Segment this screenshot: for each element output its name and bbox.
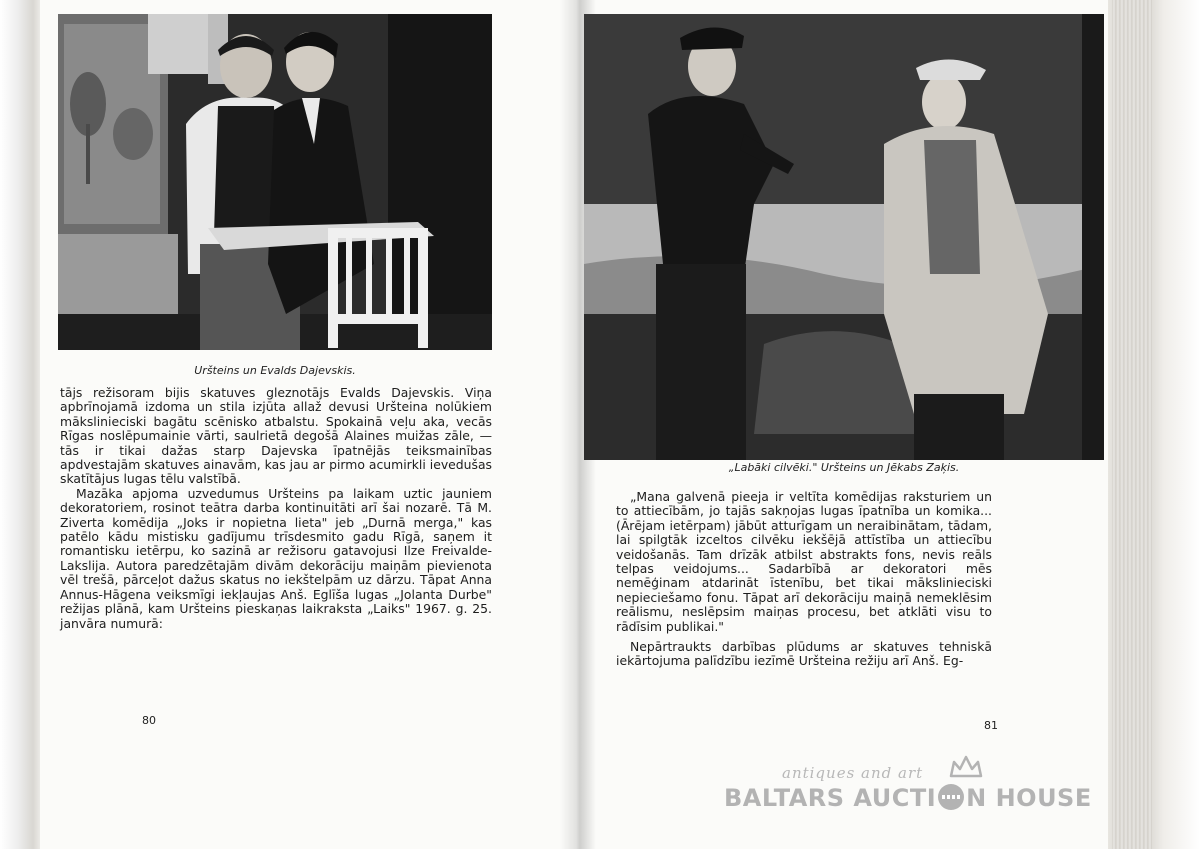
left-paragraph-2: Mazāka apjoma uzvedumus Uršteins pa laikam uztic jauniem dekoratoriem, rosinot teātra darba kontinuitāti arī šai nozarē. Tā M. Ziverta komēdija „Joks ir nopietna lieta" jeb „Durnā merga," kas patēlo kādu mistisku gadījumu trīsdesmito gadu Rīgā, saņem it romantisku ietērpu, ko sazinā ar režisoru gatavojusi Ilze Freivalde-Lakslija. Autora paredzētajām divām dekorāciju maiņām pievienota vēl trešā, pārceļot dažus skatus no iekštelpām uz dārzu. Tāpat Anna Annus-Hāgena veiksmīgi iekļaujas Anš. Eglīša lugas „Jolanta Durbe" režijas plānā, kam Uršteins pieskaņas laikraksta „Laiks" 1967. g. 25. janvāra numurā: — [60, 485, 492, 631]
book-edge-left — [0, 0, 44, 849]
auction-house-watermark — [724, 760, 1114, 820]
stage-actors-photo-illustration — [584, 14, 1104, 460]
right-photo — [584, 14, 1104, 460]
left-photo — [58, 14, 492, 350]
watermark-name-part1: BALTARS AUCTI — [724, 784, 937, 812]
watermark-tagline: antiques and art — [782, 764, 924, 782]
left-paragraph-1: tājs režisoram bijis skatuves gleznotājs Evalds Dajevskis. Viņa apbrīnojamā izdoma un stila izjūta allaž devusi Uršteina nolūkiem mākslinieciski bagātu scēnisko atbalstu. Spokainā veļu aka, vecās Rīgas noslēpumainie vārti, saulrietā degošā Alaines muižas zāle, — tās ir tikai dažas starp Dajevska īpatnējās teiksmainības apdvestajām skatuves ainavām, kas jau ar pirmo acumirkli ievedušas skatītājus lugas tēlu valstībā. — [60, 385, 492, 487]
right-page-number: 81 — [984, 719, 998, 732]
page-stack-edge — [1112, 0, 1152, 849]
watermark-name-part2: N HOUSE — [966, 784, 1092, 812]
left-page-number: 80 — [142, 714, 156, 727]
two-men-photo-illustration — [58, 14, 492, 350]
left-photo-caption: Uršteins un Evalds Dajevskis. — [194, 364, 356, 377]
right-paragraph-1: „Mana galvenā pieeja ir veltīta komēdijas raksturiem un to attiecībām, jo tajās sakņojas lugas īpatnība un komika... (Ārējam ietērpam) jābūt atturīgam un neraibinātam, tādam, lai spilgtāk izceltos cilvēku iekšējā attīstība un attiecību veidošanās. Tam drīzāk atbilst abstrakts fons, nevis reāls telpas veidojums... Sadarbībā ar dekoratori mēs nemēģinam atdarināt īstenību, bet tikai mākslinieciski nepieciešamo fonu. Tāpat arī dekorāciju maiņā nemeklēsim reālismu, neslēpsim maiņas procesu, bet atklāti visu to rādīsim publikai." — [616, 489, 992, 634]
right-paragraph-2: Nepārtraukts darbības plūdums ar skatuves tehniskā iekārtojuma palīdzību iezīmē Uršteina režiju arī Anš. Eg- — [616, 639, 992, 669]
watermark-seal-icon — [938, 784, 964, 810]
right-page-body — [616, 490, 992, 669]
left-page-body — [60, 386, 492, 631]
watermark-name — [724, 784, 1092, 812]
right-photo-caption: „Labāki cilvēki." Uršteins un Jēkabs Zaķis. — [728, 461, 960, 474]
crown-icon — [948, 754, 984, 780]
